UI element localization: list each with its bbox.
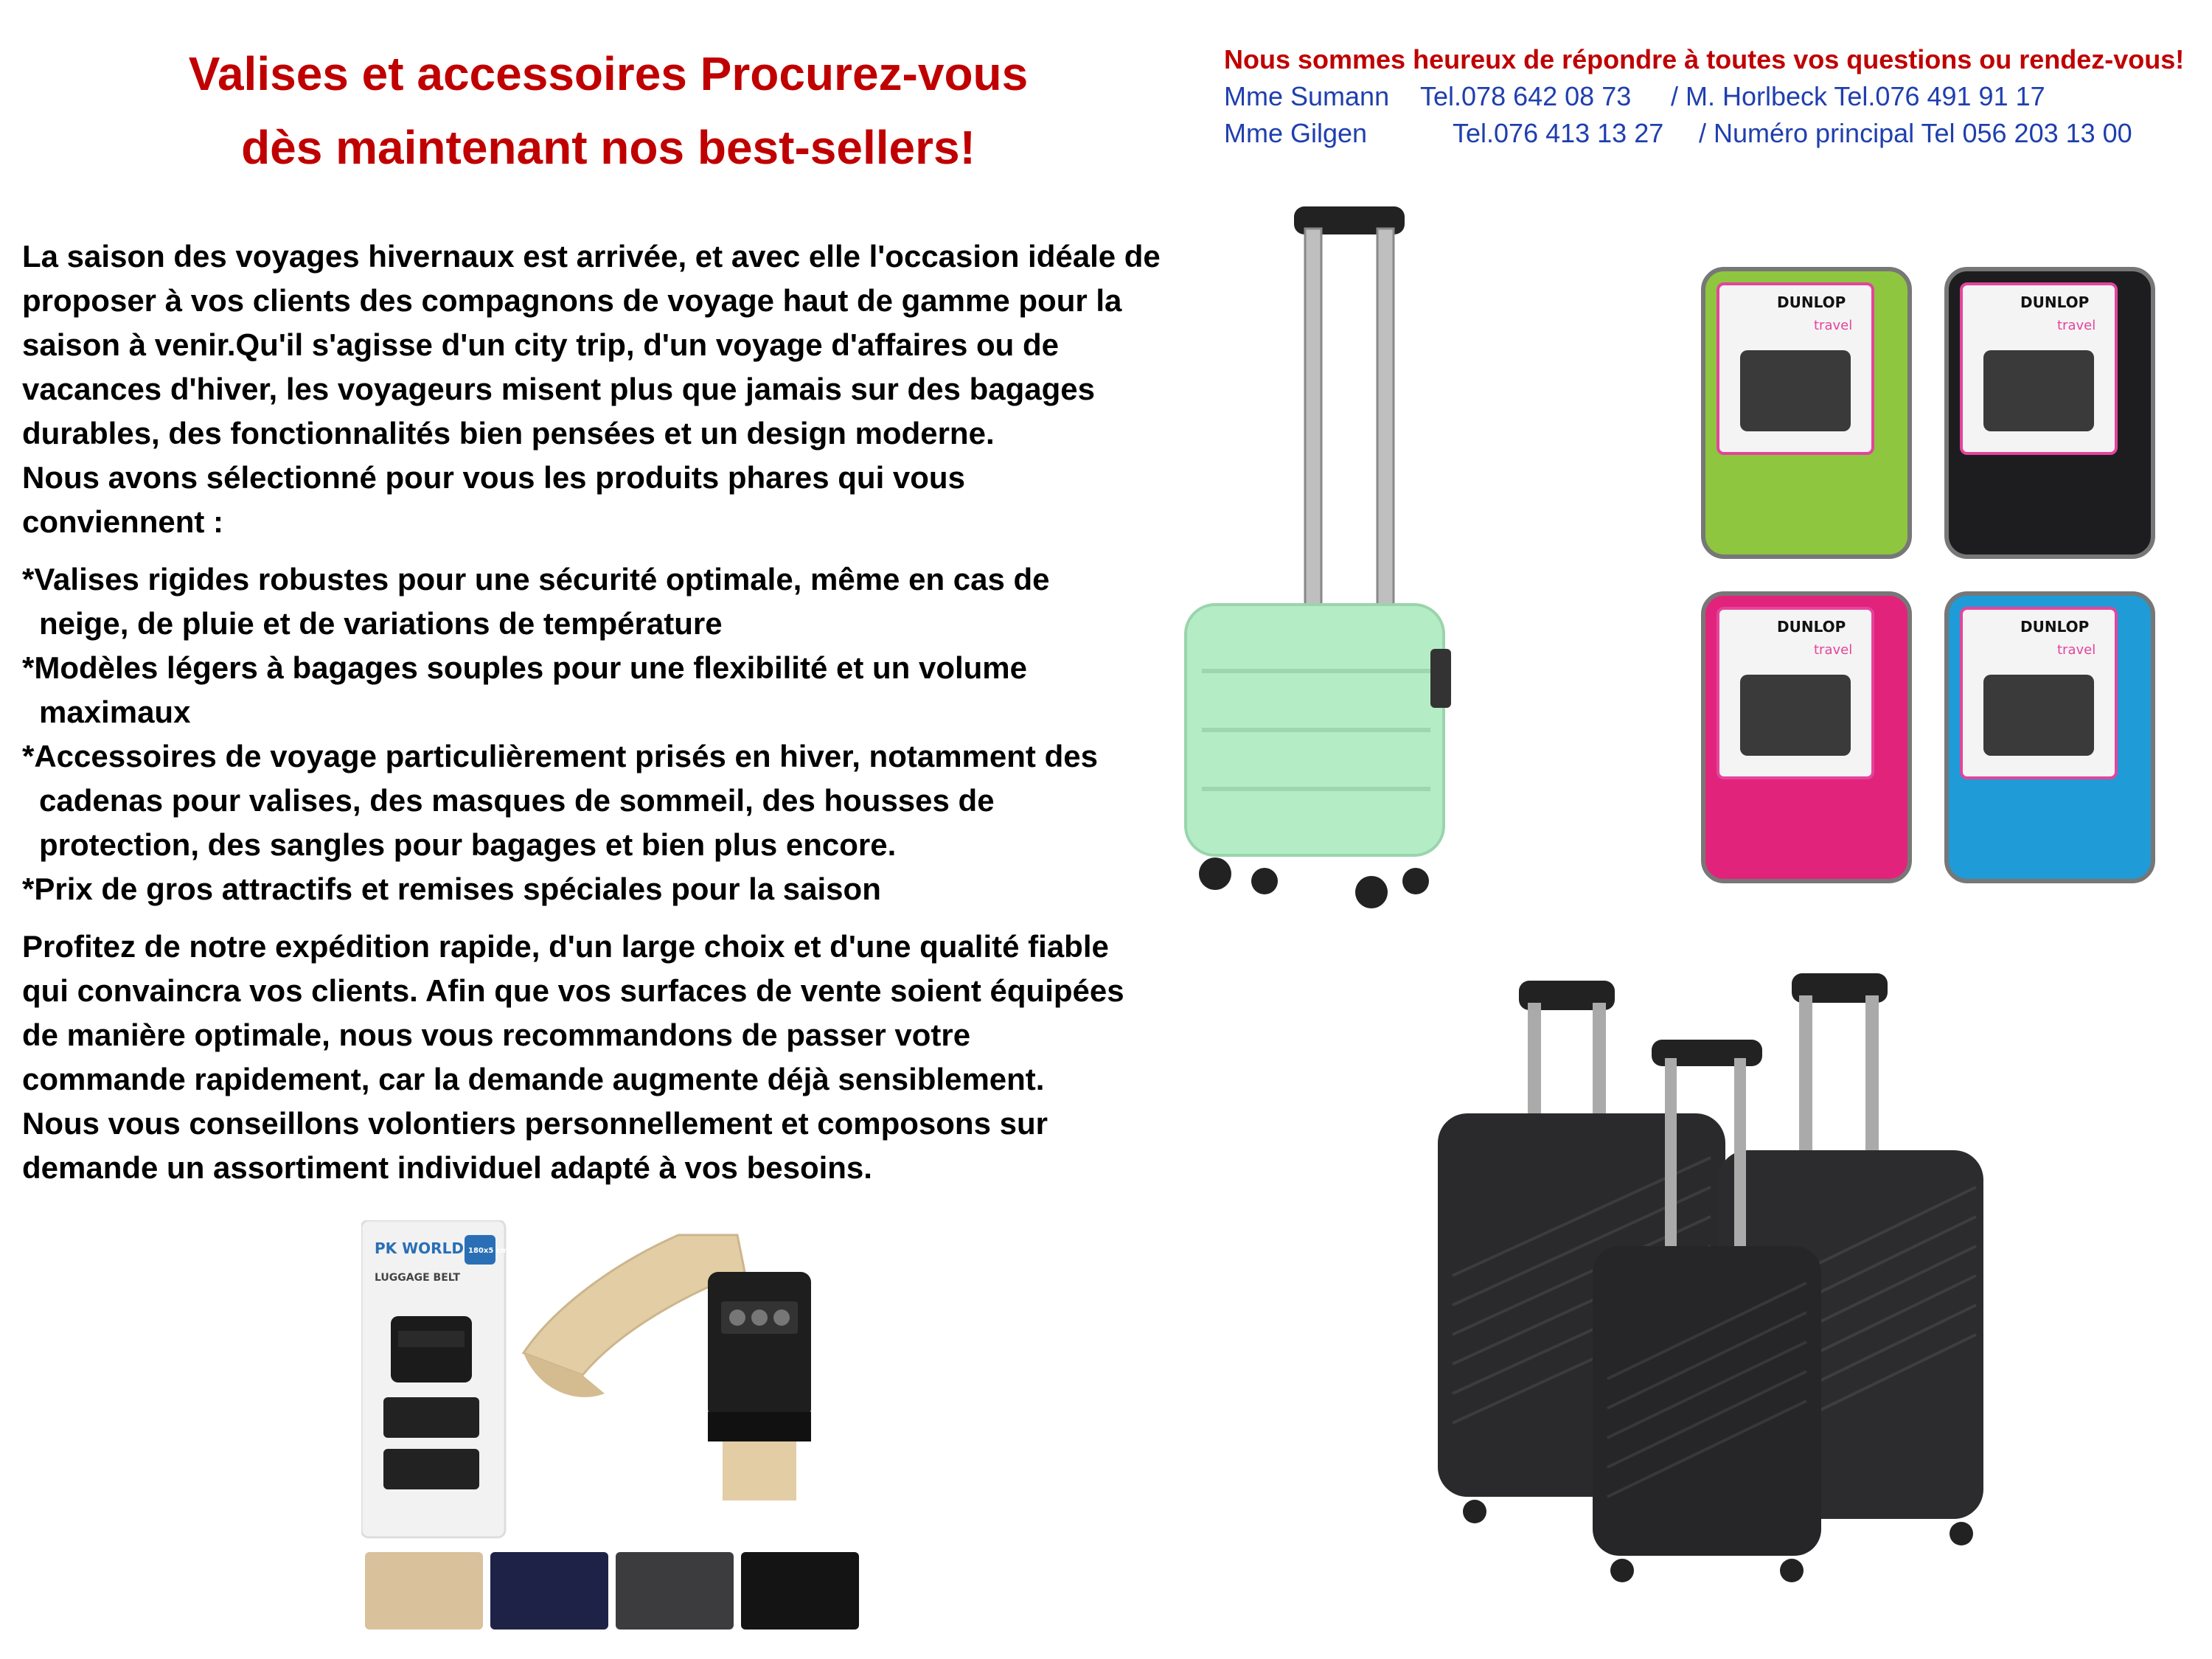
body-line: conviennent : <box>22 504 224 539</box>
body-line: durables, des fonctionnalités bien pensées et un design moderne. <box>22 416 995 451</box>
body-line: Nous avons sélectionné pour vous les produits phares qui vous <box>22 460 965 495</box>
color-swatch <box>741 1552 859 1630</box>
contact-tel-sumann[interactable]: Tel.078 642 08 73 <box>1420 81 1632 111</box>
contact-main-number[interactable]: / Numéro principal Tel 056 203 13 00 <box>1699 118 2132 148</box>
organizer-tag: travel <box>2057 318 2096 333</box>
color-swatch <box>490 1552 608 1630</box>
bullet-line: protection, des sangles pour bagages et bien plus encore. <box>39 827 897 862</box>
luggage-set-image <box>1430 966 1991 1600</box>
bullet-soft-luggage <box>22 646 1202 734</box>
body-line: proposer à vos clients des compagnons de voyage haut de gamme pour la <box>22 283 1122 318</box>
title-line-2: dès maintenant nos best-sellers! <box>241 121 975 174</box>
contact-row-2 <box>1224 115 2197 152</box>
organizer-brand: DUNLOP <box>1777 293 1846 311</box>
contact-horlbeck[interactable]: / M. Horlbeck Tel.076 491 91 17 <box>1671 81 2045 111</box>
bullet-prices <box>22 867 1202 911</box>
bullet-hard-suitcases <box>22 557 1202 646</box>
contact-tel-gilgen[interactable]: Tel.076 413 13 27 <box>1453 118 1664 148</box>
bullet-accessories <box>22 734 1202 867</box>
organizer-pouch <box>1947 269 2153 557</box>
organizer-tag: travel <box>2057 642 2096 658</box>
belt-product-name: LUGGAGE BELT <box>375 1272 460 1284</box>
contact-name-sumann: Mme Sumann <box>1224 81 1390 111</box>
bullet-line: *Modèles légers à bagages souples pour une flexibilité et un volume <box>22 650 1028 685</box>
bullet-line: *Accessoires de voyage particulièrement prisés en hiver, notamment des <box>22 739 1098 773</box>
green-suitcase-image <box>1180 199 1460 922</box>
page-title <box>118 37 1099 184</box>
organizer-pouch <box>1703 269 1910 557</box>
luggage-belt-image <box>361 1220 877 1633</box>
contact-block <box>1224 41 2197 152</box>
bullet-line: *Prix de gros attractifs et remises spéciales pour la saison <box>22 872 881 906</box>
bullet-line: *Valises rigides robustes pour une sécurité optimale, même en cas de <box>22 562 1050 597</box>
organizer-tag: travel <box>1814 642 1853 658</box>
travel-organizers-image <box>1674 247 2168 896</box>
contact-name-gilgen: Mme Gilgen <box>1224 118 1368 148</box>
body-line: vacances d'hiver, les voyageurs misent plus que jamais sur des bagages <box>22 372 1095 406</box>
belt-size-badge: 180x5 cm <box>468 1247 509 1255</box>
bullet-line: neige, de pluie et de variations de température <box>39 606 723 641</box>
bullet-line: cadenas pour valises, des masques de sommeil, des housses de <box>39 783 995 818</box>
body-line: saison à venir.Qu'il s'agisse d'un city trip, d'un voyage d'affaires ou de <box>22 327 1059 362</box>
bullet-line: maximaux <box>39 695 191 729</box>
title-line-1: Valises et accessoires Procurez-vous <box>188 47 1029 100</box>
body-line: demande un assortiment individuel adapté à vos besoins. <box>22 1150 872 1185</box>
organizer-brand: DUNLOP <box>2020 293 2090 311</box>
color-swatch <box>365 1552 483 1630</box>
body-line: Profitez de notre expédition rapide, d'un large choix et d'une qualité fiable <box>22 929 1109 964</box>
contact-intro: Nous sommes heureux de répondre à toutes vos questions ou rendez-vous! <box>1224 44 2185 74</box>
contact-row-1 <box>1224 78 2197 115</box>
body-line: de manière optimale, nous vous recommandons de passer votre <box>22 1018 971 1052</box>
body-line: qui convaincra vos clients. Afin que vos surfaces de vente soient équipées <box>22 973 1124 1008</box>
organizer-pouch <box>1947 594 2153 881</box>
organizer-brand: DUNLOP <box>1777 618 1846 636</box>
body-line: La saison des voyages hivernaux est arrivée, et avec elle l'occasion idéale de <box>22 239 1161 274</box>
organizer-tag: travel <box>1814 318 1853 333</box>
body-line: Nous vous conseillons volontiers personnellement et composons sur <box>22 1106 1048 1141</box>
belt-brand: PK WORLD <box>375 1239 464 1257</box>
color-swatch <box>616 1552 734 1630</box>
organizer-pouch <box>1703 594 1910 881</box>
organizer-brand: DUNLOP <box>2020 618 2090 636</box>
body-line: commande rapidement, car la demande augmente déjà sensiblement. <box>22 1062 1045 1096</box>
body-text <box>22 234 1202 1190</box>
